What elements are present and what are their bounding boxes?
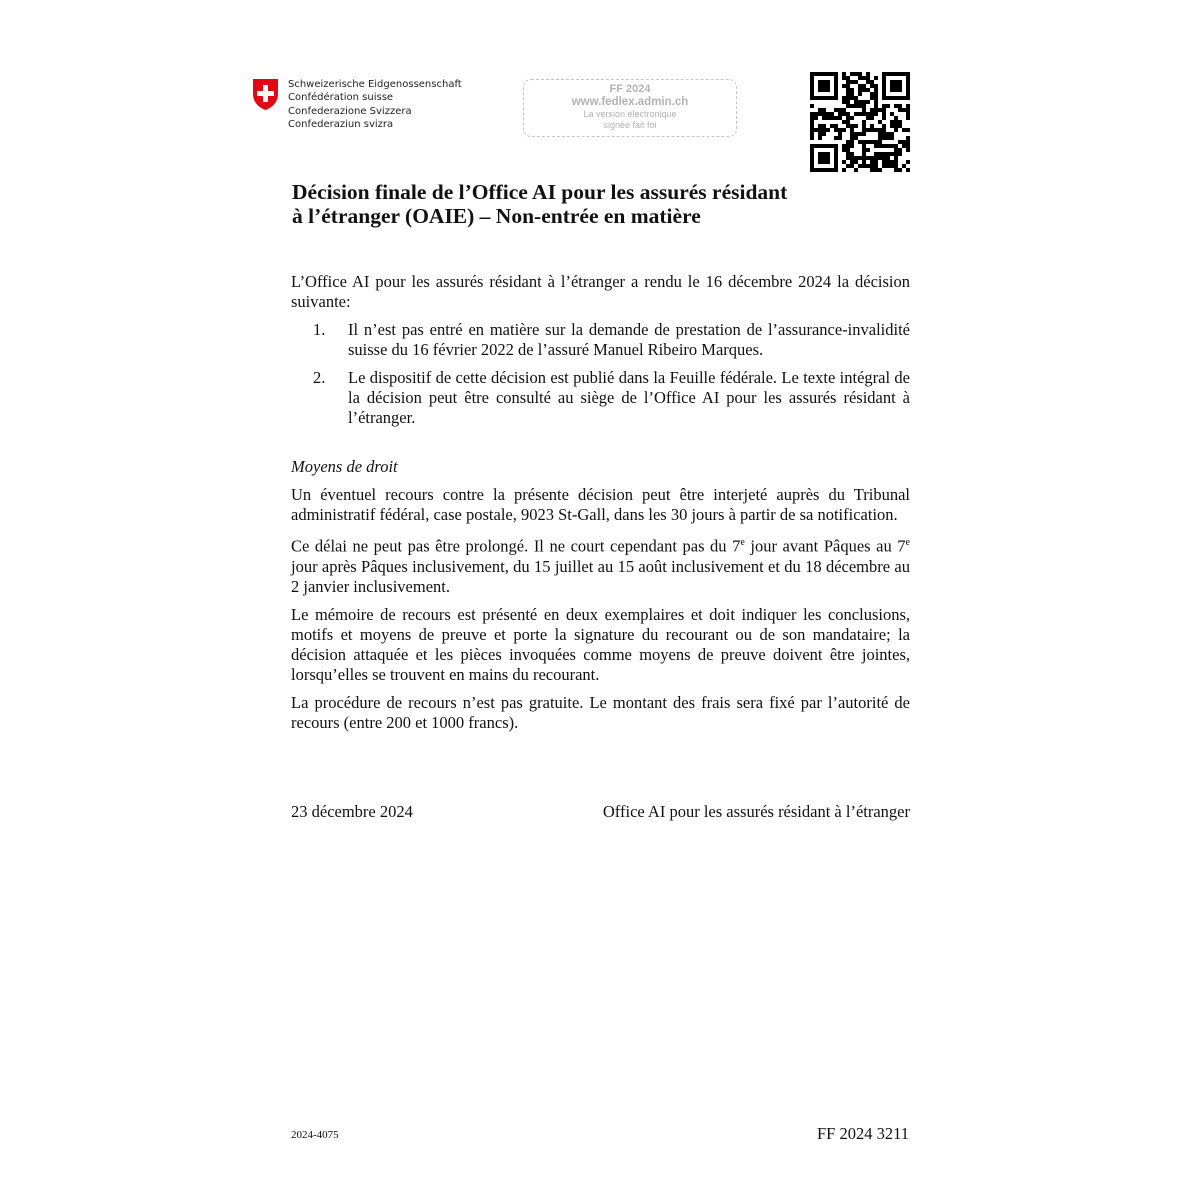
stamp-note-1: La version électronique — [583, 109, 677, 119]
signature-row — [291, 802, 910, 822]
remedies-heading: Moyens de droit — [291, 457, 398, 476]
decision-list — [291, 320, 910, 428]
remedies-paragraph-1: Un éventuel recours contre la présente décision peut être interjeté auprès du Tribunal administratif fédéral, case postale, 9023 St-Gall, dans les 30 jours à partir de sa notification. — [291, 485, 910, 524]
list-item-text: Il n’est pas entré en matière sur la demande de prestation de l’assurance-invalidité suisse du 16 février 2022 de l’assuré Manuel Ribeiro Marques. — [348, 320, 910, 359]
title-line-1: Décision finale de l’Office AI pour les assurés résidant — [292, 180, 788, 204]
list-item — [291, 320, 910, 360]
logo-line-de: Schweizerische Eidgenossenschaft — [288, 79, 462, 90]
electronic-version-stamp — [523, 79, 737, 137]
swiss-cross-icon — [252, 78, 279, 111]
stamp-note-2: signée fait foi — [603, 120, 657, 130]
intro-paragraph: L’Office AI pour les assurés résidant à l’étranger a rendu le 16 décembre 2024 la décision suivante: — [291, 272, 910, 311]
confederation-names — [288, 78, 462, 131]
document-title — [292, 180, 892, 228]
logo-line-rm: Confederaziun svizra — [288, 118, 394, 130]
stamp-url: www.fedlex.admin.ch — [571, 96, 689, 108]
qr-code-icon — [810, 72, 910, 172]
list-item-number: 2. — [313, 368, 326, 387]
list-item-number: 1. — [313, 320, 326, 339]
remedies-paragraph-4: La procédure de recours n’est pas gratuite. Le montant des frais sera fixé par l’autorité de recours (entre 200 et 1000 francs). — [291, 692, 910, 732]
issuing-authority: Office AI pour les assurés résidant à l’étranger — [602, 802, 910, 821]
document-id: 2024-4075 — [291, 1129, 339, 1141]
remedies-paragraph-3: Le mémoire de recours est présenté en deux exemplaires et doit indiquer les conclusions, motifs et moyens de preuve et porte la signature du recourant ou de son mandataire; la décision attaquée et les pièces invoquées comme moyens de preuve doivent être jointes, lorsqu’elles se trouvent en mains du recourant. — [291, 604, 910, 684]
logo-line-it: Confederazione Svizzera — [288, 105, 412, 117]
ff-reference: FF 2024 3211 — [817, 1124, 909, 1143]
logo-line-fr: Confédération suisse — [288, 92, 394, 104]
stamp-ff: FF 2024 — [609, 83, 651, 95]
list-item — [291, 368, 910, 428]
list-item-text: Le dispositif de cette décision est publié dans la Feuille fédérale. Le texte intégral de la décision peut être consulté au siège de l’Office AI pour les assurés résidant à l’étranger. — [348, 368, 910, 427]
federal-logo — [252, 78, 462, 131]
title-line-2: à l’étranger (OAIE) – Non-entrée en matière — [292, 204, 701, 228]
document-body — [291, 272, 910, 733]
remedies-paragraph-2: Ce délai ne peut pas être prolongé. Il ne court cependant pas du 7e jour avant Pâques au 7e jour après Pâques inclusivement, du 15 juillet au 15 août inclusivement et du 18 décembre au 2 janvier inclusivement. — [291, 536, 910, 596]
decision-date: 23 décembre 2024 — [291, 802, 413, 821]
